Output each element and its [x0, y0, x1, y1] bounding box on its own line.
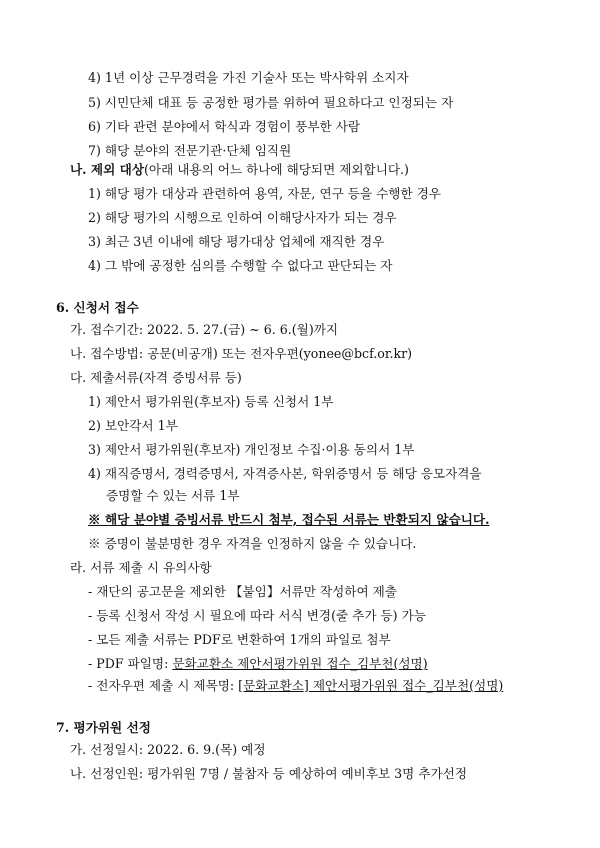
section7-count: 나. 선정인원: 평가위원 7명 / 불참자 등 예상하여 예비후보 3명 추가선정: [70, 766, 468, 781]
section6-title: 6. 신청서 접수: [56, 300, 139, 315]
section6-method: 나. 접수방법: 공문(비공개) 또는 전자우편(yonee@bcf.or.kr): [70, 346, 413, 361]
exclusion-heading: [70, 160, 409, 180]
section6-notice-bold: ※ 해당 분야별 증빙서류 반드시 첨부, 접수된 서류는 반환되지 않습니다.: [88, 512, 490, 527]
section7-title: 7. 평가위원 선정: [56, 720, 151, 735]
exclusion-label: 나. 제외 대상: [70, 162, 144, 177]
exclusion-item-4: 4) 그 밖에 공정한 심의를 수행할 수 없다고 판단되는 자: [88, 258, 393, 273]
section6-period: 가. 접수기간: 2022. 5. 27.(금) ~ 6. 6.(월)까지: [70, 322, 339, 337]
pdf-filename-label: - PDF 파일명:: [88, 656, 173, 671]
section6-cautions-title: 라. 서류 제출 시 유의사항: [70, 560, 212, 575]
section6-docs-title: 다. 제출서류(자격 증빙서류 등): [70, 370, 242, 385]
section6-doc-4: 4) 재직증명서, 경력증명서, 자격증사본, 학위증명서 등 해당 응모자격을: [88, 466, 482, 481]
section6-mail-subject: [88, 676, 503, 696]
section6-doc-2: 2) 보안각서 1부: [88, 418, 178, 433]
section6-doc-3: 3) 제안서 평가위원(후보자) 개인정보 수집·이용 동의서 1부: [88, 442, 415, 457]
section6-caution-2: - 등록 신청서 작성 시 필요에 따라 서식 변경(줄 추가 등) 가능: [88, 608, 426, 623]
exclusion-item-3: 3) 최근 3년 이내에 해당 평가대상 업체에 재직한 경우: [88, 234, 385, 249]
section6-notice-plain: ※ 증명이 불분명한 경우 자격을 인정하지 않을 수 있습니다.: [88, 536, 417, 551]
section6-doc-4-cont: 증명할 수 있는 서류 1부: [106, 488, 240, 503]
eligibility-item-6: 6) 기타 관련 분야에서 학식과 경험이 풍부한 사람: [88, 119, 361, 134]
section6-caution-1: - 재단의 공고문을 제외한 【붙임】서류만 작성하여 제출: [88, 584, 397, 599]
eligibility-item-7: 7) 해당 분야의 전문기관·단체 임직원: [88, 143, 292, 158]
section6-pdf-filename: [88, 654, 428, 674]
exclusion-item-1: 1) 해당 평가 대상과 관련하여 용역, 자문, 연구 등을 수행한 경우: [88, 186, 441, 201]
mail-subject-value: [문화교환소] 제안서평가위원 접수_김부천(성명): [238, 678, 504, 693]
eligibility-item-5: 5) 시민단체 대표 등 공정한 평가를 위하여 필요하다고 인정되는 자: [88, 95, 454, 110]
mail-subject-label: - 전자우편 제출 시 제목명:: [88, 678, 239, 693]
exclusion-item-2: 2) 해당 평가의 시행으로 인하여 이해당사자가 되는 경우: [88, 210, 397, 225]
section6-caution-3: - 모든 제출 서류는 PDF로 변환하여 1개의 파일로 첨부: [88, 632, 391, 647]
section7-date: 가. 선정일시: 2022. 6. 9.(목) 예정: [70, 742, 266, 757]
section6-doc-1: 1) 제안서 평가위원(후보자) 등록 신청서 1부: [88, 394, 334, 409]
exclusion-note: (아래 내용의 어느 하나에 해당되면 제외합니다.): [143, 162, 409, 177]
pdf-filename-value: 문화교환소 제안서평가위원 접수_김부천(성명): [172, 656, 428, 671]
eligibility-item-4: 4) 1년 이상 근무경력을 가진 기술사 또는 박사학위 소지자: [88, 70, 409, 85]
